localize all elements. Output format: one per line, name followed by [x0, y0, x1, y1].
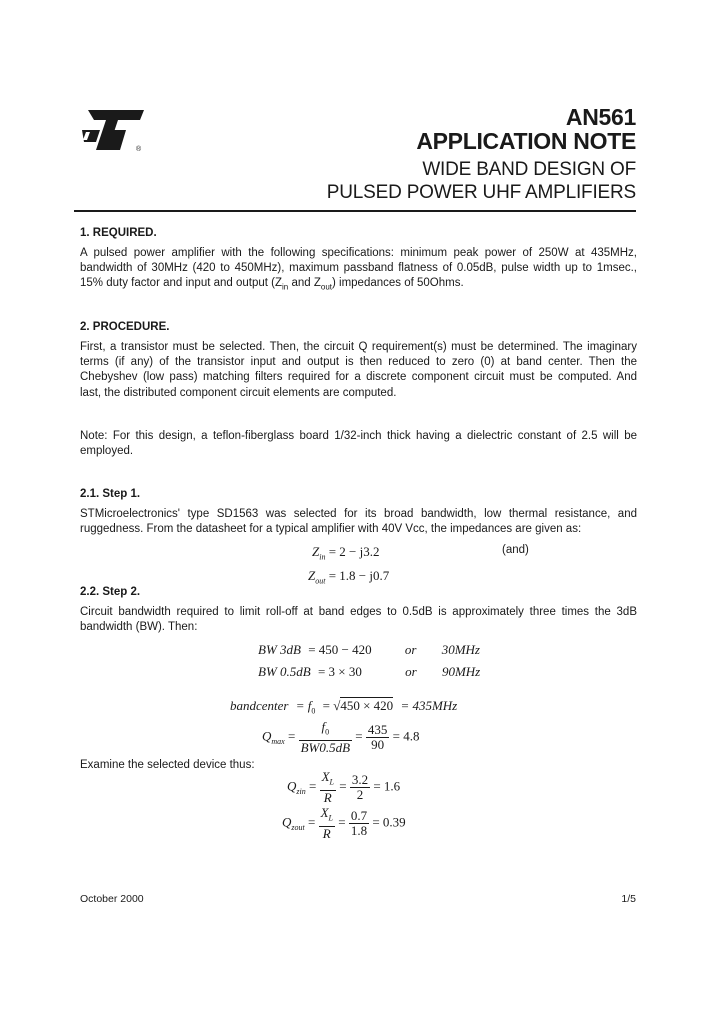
- section-heading-required: 1. REQUIRED.: [80, 227, 157, 239]
- procedure-line: last, the distributed component circuit elements are computed.: [80, 386, 397, 399]
- eq-sub: L: [328, 813, 333, 823]
- eq-bandcenter: bandcenter = $f_0 = √450 \times 420 = 435MHz$: [230, 698, 458, 716]
- text-run: ) impedances of 50Ohms.: [332, 277, 464, 290]
- frac-num: 3.2: [351, 771, 369, 787]
- eq-lhs: Q: [287, 778, 297, 794]
- text-run: and Z: [288, 277, 321, 290]
- and-label: (and): [502, 544, 529, 556]
- required-paragraph: [80, 246, 637, 295]
- eq-mid: = 450 − 420: [308, 642, 372, 657]
- eq-sub: max: [271, 736, 285, 746]
- eq-result: = 435MHz: [400, 698, 458, 713]
- eq-zout: [308, 568, 389, 586]
- eq-sub: 0: [325, 727, 330, 737]
- eq-result: = 0.39: [372, 814, 406, 830]
- frac-den: 2: [356, 786, 364, 802]
- doc-subtitle-line2: PULSED POWER UHF AMPLIFIERS: [326, 182, 636, 203]
- frac: [299, 720, 352, 755]
- procedure-line: First, a transistor must be selected. Then, the circuit Q requirement(s) must be determined. The imaginary: [80, 341, 637, 353]
- eq-or: or: [404, 642, 417, 657]
- doc-kind: APPLICATION NOTE: [416, 128, 636, 154]
- examine-line: Examine the selected device thus:: [80, 759, 255, 771]
- required-line: bandwidth of 30MHz (420 to 450MHz), maximum passband flatness of 0.05dB, pulse width up to 1msec.,: [80, 262, 637, 275]
- frac-den: 1.8: [350, 822, 368, 838]
- frac: [350, 773, 370, 802]
- eq-bw3: [258, 642, 480, 658]
- eq-sub: zout: [291, 822, 305, 832]
- eq-result: 90MHz: [441, 664, 481, 679]
- frac-den: R: [322, 825, 331, 841]
- doc-number: AN561: [565, 104, 636, 130]
- eq-lhs: BW 3dB: [258, 642, 301, 657]
- eq-qzout: $Q_{zout}$ = $\frac{X_L}{R}$ = $\frac{0.7}{1.8}$ = 0.39: [282, 805, 406, 841]
- eq-lhs: bandcenter: [230, 698, 289, 713]
- note-line: Note: For this design, a teflon-fiberglass board 1/32-inch thick having a dielectric constant of 2.5 will be: [80, 430, 637, 442]
- frac-num: X: [320, 805, 329, 820]
- frac-num: f: [321, 719, 326, 734]
- step1-line: ruggedness. From the datasheet for a typical amplifier with 40V Vcc, the impedances are given as:: [80, 523, 582, 536]
- eq-lhs: Q: [282, 814, 292, 830]
- eq-lhs: Z: [308, 568, 316, 583]
- frac: [319, 806, 335, 841]
- subscript: out: [320, 282, 332, 292]
- required-line: A pulsed power amplifier with the following specifications: minimum peak power of 250W at 435MHz,: [80, 247, 637, 259]
- eq-qzin: $Q_{zin}$ = $\frac{X_L}{R}$ = $\frac{3.2}{2}$ = 1.6: [287, 769, 401, 805]
- eq-sub: 0: [311, 706, 316, 716]
- note-line: employed.: [80, 445, 134, 458]
- frac-num: X: [321, 769, 330, 784]
- frac: [366, 723, 390, 752]
- text-run: 15% duty factor and input and output (Z: [80, 277, 283, 290]
- frac-num: 0.7: [350, 807, 368, 823]
- step1-line: STMicroelectronics' type SD1563 was selected for its broad bandwidth, low thermal resistance, and: [80, 508, 637, 520]
- procedure-paragraph: [80, 340, 637, 401]
- eq-result: = 4.8: [392, 728, 420, 744]
- eq-sqrt: 450 × 420: [340, 698, 394, 713]
- doc-subtitle-line1: WIDE BAND DESIGN OF: [422, 159, 636, 180]
- eq-result: = 1.6: [373, 778, 401, 794]
- section-heading-procedure: 2. PROCEDURE.: [80, 321, 170, 333]
- step2-line: Circuit bandwidth required to limit roll-off at band edges to 0.5dB is approximately three times the 3dB: [80, 606, 637, 618]
- eq-qmax: $Q_{max}$ = $\frac{f_0}{BW0.5dB}$ = $\frac{435}{90}$ = 4.8: [262, 719, 420, 755]
- frac-num: 435: [367, 721, 388, 737]
- note-paragraph: [80, 429, 637, 459]
- step1-paragraph: [80, 507, 637, 537]
- section-heading-step2: 2.2. Step 2.: [80, 586, 141, 598]
- eq-sub: zin: [296, 786, 306, 796]
- procedure-line: Chebyshev (low pass) matching filters required for a discrete component circuit must be computed. And: [80, 371, 637, 384]
- eq-sub: in: [319, 552, 326, 562]
- eq-f0: = f: [295, 698, 312, 713]
- eq-rhs: = 2 − j3.2: [328, 544, 380, 559]
- eq-lhs: Q: [262, 728, 272, 744]
- frac: [349, 809, 369, 838]
- eq-or: or: [405, 664, 417, 679]
- section-heading-step1: 2.1. Step 1.: [80, 488, 141, 500]
- logo-text: [80, 108, 81, 109]
- eq-mid: = 3 × 30: [317, 664, 362, 679]
- eq-zin: [312, 544, 380, 562]
- step2-paragraph: [80, 605, 637, 635]
- footer-page-number: 1/5: [621, 893, 636, 905]
- header-rule: [74, 210, 636, 212]
- eq-lhs: Z: [312, 544, 320, 559]
- eq-result: 30MHz: [441, 642, 480, 657]
- eq-lhs: BW 0.5dB: [258, 664, 311, 679]
- eq-sub: out: [315, 576, 326, 586]
- eq-bw05: [258, 664, 480, 680]
- frac-den: BW0.5dB: [300, 739, 351, 755]
- eq-rhs: = 1.8 − j0.7: [328, 568, 390, 583]
- frac-den: R: [323, 789, 332, 805]
- eq-sub: L: [329, 777, 334, 787]
- procedure-line: terms (if any) of the transistor input and output is then reduced to zero (0) at band center. Then the: [80, 356, 637, 369]
- frac: [320, 770, 336, 805]
- registered-mark: ®: [136, 146, 142, 153]
- st-logo: [80, 108, 144, 158]
- frac-den: 90: [371, 736, 385, 752]
- step2-line: bandwidth (BW). Then:: [80, 621, 198, 634]
- subscript: in: [282, 282, 289, 292]
- required-line: [80, 276, 637, 295]
- footer-date: October 2000: [80, 893, 144, 905]
